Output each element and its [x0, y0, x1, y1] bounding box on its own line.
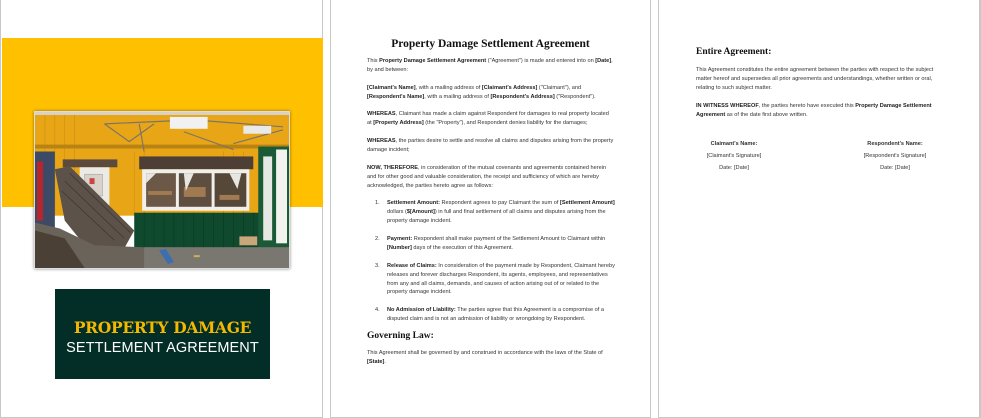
date-placeholder: [Date] — [595, 58, 612, 64]
clause-heading: No Admission of Liability: — [387, 307, 456, 314]
clause-number: 4. — [375, 307, 380, 314]
page3-body — [696, 46, 936, 128]
bold-text: Property Damage Settlement Agreement — [379, 58, 487, 64]
text: , the parties hereto have executed this — [758, 102, 856, 109]
text: This — [367, 58, 380, 64]
state-placeholder: [State] — [367, 358, 385, 365]
respondent-name-placeholder: [Respondent's Name] — [367, 93, 425, 100]
page2-body — [367, 57, 615, 376]
now-therefore-paragraph — [367, 164, 615, 191]
bold-text: WHEREAS — [367, 111, 396, 118]
clause-heading: Release of Claims: — [387, 262, 437, 269]
placeholder: [Settlement Amount] — [559, 200, 615, 207]
text: , with a mailing address of — [415, 84, 482, 91]
text: ("Respondent"). — [554, 93, 596, 100]
clause-number: 1. — [375, 200, 380, 207]
claimant-name-label: Claimant's Name: — [710, 141, 758, 147]
respondent-signature-block — [845, 138, 945, 174]
clause-item — [375, 262, 615, 298]
text: , with a mailing address of — [424, 93, 491, 100]
clause-heading: Payment: — [387, 236, 413, 243]
property-address-placeholder: [Property Address] — [373, 120, 424, 127]
claimant-signature-field: [Claimant's Signature] — [706, 153, 762, 159]
text: Respondent agrees to pay Claimant the sum of — [439, 200, 560, 207]
damaged-building-image — [35, 112, 289, 268]
intro-paragraph — [367, 57, 615, 75]
bold-text: IN WITNESS WHEREOF — [696, 102, 759, 109]
text: , the parties desire to settle and resolve all claims and disputes arising from the property damage incident; — [367, 138, 614, 154]
governing-law-heading: Governing Law: — [367, 330, 434, 341]
respondent-address-placeholder: [Respondent's Address] — [490, 93, 555, 100]
clause-item — [375, 199, 615, 226]
whereas-paragraph-1 — [367, 110, 615, 128]
claimant-date-field: Date: [Date] — [719, 165, 749, 171]
text: . — [384, 358, 386, 365]
governing-law-paragraph — [367, 349, 615, 367]
text: Respondent shall make payment of the Settlement Amount to Claimant within — [412, 236, 606, 243]
respondent-date-field: Date: [Date] — [880, 165, 910, 171]
respondent-name-label: Respondent's Name: — [867, 141, 923, 147]
text: dollars ( — [387, 209, 407, 216]
text: The parties agree that this Agreement is a compromise of a disputed claim and is not an admission of liability or wrongdoing by Respondent. — [387, 307, 605, 323]
cover-photo — [34, 111, 290, 269]
cover-page — [0, 0, 323, 418]
entire-agreement-heading: Entire Agreement: — [696, 47, 772, 57]
witness-paragraph — [696, 102, 936, 120]
cover-title-line1: PROPERTY DAMAGE — [73, 318, 252, 337]
text: This Agreement shall be governed by and construed in accordance with the laws of the State of — [367, 349, 603, 356]
text: ("Claimant"), and — [537, 84, 582, 91]
text: ("Agreement") is made and entered into on — [486, 58, 596, 64]
text: , Claimant has made a claim against Respondent for damages to real property located at — [367, 111, 609, 127]
bold-text: Property Damage Settlement Agreement — [696, 102, 932, 118]
placeholder: [Number] — [387, 244, 412, 251]
clause-list — [375, 199, 615, 324]
placeholder: $[Amount] — [406, 209, 435, 216]
document-title: Property Damage Settlement Agreement — [391, 38, 590, 50]
text: as of the date first above written. — [725, 111, 808, 118]
bold-text: NOW, THEREFORE — [367, 164, 418, 171]
claimant-address-placeholder: [Claimant's Address] — [481, 84, 538, 91]
clause-number: 2. — [375, 236, 380, 243]
bold-text: WHEREAS — [367, 138, 396, 145]
clause-item — [375, 306, 615, 324]
cover-title-box — [55, 289, 270, 379]
entire-agreement-paragraph: This Agreement constitutes the entire agreement between the parties with respect to the subject matter hereof and supersedes all prior agreements and understandings, whether written or oral, relating to such subject matter. — [696, 67, 934, 91]
text: , by and between: — [367, 58, 613, 73]
text: days of the execution of this Agreement. — [411, 244, 513, 251]
clause-number: 3. — [375, 262, 380, 269]
text: , in consideration of the mutual covenants and agreements contained herein and for other good and valuable consideration, the receipt and sufficiency of which are hereby acknowledged, the parties hereto agree as follows: — [367, 164, 607, 189]
whereas-paragraph-2 — [367, 137, 615, 155]
text: ) in full and final settlement of all claims and disputes arising from the property damage incident. — [387, 209, 606, 225]
text: (the "Property"), and Respondent denies liability for the damages; — [423, 120, 588, 127]
parties-paragraph — [367, 84, 615, 102]
clause-heading: Settlement Amount: — [387, 200, 440, 207]
clause-item — [375, 235, 615, 253]
claimant-name-placeholder: [Claimant's Name] — [367, 84, 416, 91]
text: In consideration of the payment made by Respondent, Claimant hereby releases and forever discharges Respondent, its agents, employees, and representatives from any and all claims, demands, and causes of action arising out of or related to the property damage incident. — [387, 262, 615, 296]
cover-title-line2: SETTLEMENT AGREEMENT — [66, 340, 259, 356]
respondent-signature-field: [Respondent's Signature] — [863, 153, 927, 159]
claimant-signature-block — [684, 138, 784, 174]
